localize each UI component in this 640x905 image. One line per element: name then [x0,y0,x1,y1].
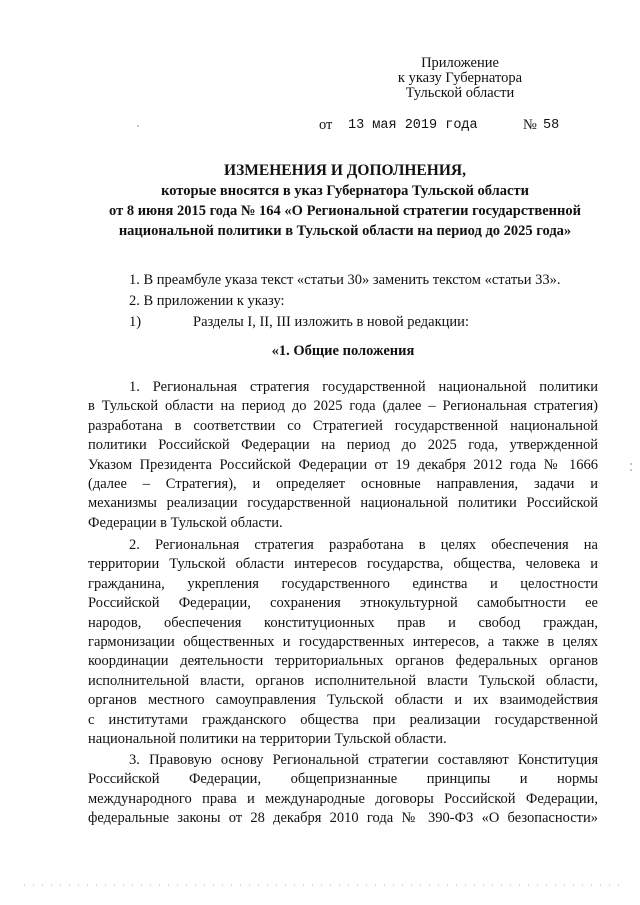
paragraph-1 [88,378,598,533]
paragraph-line: Указом Президента Российской Федерации от 19 декабря 2012 года № 1666 [88,456,598,473]
title-line-3: от 8 июня 2015 года № 164 «О Региональной стратегии государственной [109,203,581,219]
appendix-label: Приложение [421,55,499,71]
paragraph-line: в Тульской области на период до 2025 года (далее – Региональная стратегия) [88,398,598,415]
amendment-item-3-number: 1) [129,314,142,330]
paragraph-2 [88,536,598,749]
paragraph-line: 3. Правовую основу Региональной стратегии составляют Конституция [129,752,598,768]
section-title: «1. Общие положения [271,343,415,359]
paragraph-line: разработана в соответствии со Стратегией государственной национальной [88,417,598,434]
paragraph-line: национальной политики на территории Тульской области. [88,731,447,748]
paragraph-line: федеральные законы от 28 декабря 2010 года № 390-ФЗ «О безопасности» [88,810,598,827]
title-line-4: национальной политики в Тульской области на период до 2025 года» [118,223,572,239]
paragraph-line: Федерации в Тульской области. [88,514,283,531]
decree-number: 58 [543,118,560,133]
paragraph-line: народов, обеспечения конституционных прав и свобод граждан, [88,614,598,631]
paragraph-line: органов местного самоуправления Тульской области и их взаимодействия [88,692,598,709]
paragraph-line: 1. Региональная стратегия государственной национальной политики [129,379,598,395]
paragraph-line: гражданина, укрепления государственного единства и целостности [88,575,598,592]
paragraph-line: гармонизации общественных и государственных интересов, а также в целях [88,634,598,651]
appendix-region: Тульской области [405,85,515,101]
scan-speck [137,125,139,127]
amendment-item-1: 1. В преамбуле указа текст «статьи 30» заменить текстом «статьи 33». [129,272,561,288]
paragraph-3 [88,751,598,829]
amendment-item-3-text: Разделы I, II, III изложить в новой редакции: [193,314,469,330]
paragraph-line: координации деятельности территориальных органов федеральных органов [88,653,598,670]
amendment-item-2: 2. В приложении к указу: [129,293,285,309]
appendix-header [380,56,540,101]
date-from-label: от [319,117,333,133]
paragraph-line: (далее – Стратегия), и определяет основные направления, задачи и [88,476,598,493]
paragraph-line: Российской Федерации, сохранения этнокультурной самобытности ее [88,595,598,612]
decree-date: 13 мая 2019 года [348,118,478,133]
paragraph-line: территории Тульской области интересов государства, общества, человека и [88,556,598,573]
title-heading: ИЗМЕНЕНИЯ И ДОПОЛНЕНИЯ, [224,162,466,179]
decree-number-label: № [523,117,537,133]
paragraph-line: механизмы реализации государственной национальной политики Российской [88,495,598,512]
paragraph-line: исполнительной власти, органов исполнительной власти Тульской области, [88,672,598,689]
paragraph-line: политики Российской Федерации на период до 2025 года, утвержденной [88,437,598,454]
paragraph-line: международного права и международные договоры Российской Федерации, [88,790,598,807]
paragraph-line: с институтами гражданского общества при реализации государственной [88,711,598,728]
document-title [60,161,630,241]
scan-edge-dots [20,884,620,886]
title-line-2: которые вносятся в указ Губернатора Тульской области [161,183,529,199]
paragraph-line: Российской Федерации, общепризнанные принципы и нормы [88,771,598,788]
appendix-decree-ref: к указу Губернатора [397,70,523,86]
paragraph-line: 2. Региональная стратегия разработана в целях обеспечения на [129,537,598,553]
scan-speck [630,469,632,471]
scan-speck [630,463,632,465]
